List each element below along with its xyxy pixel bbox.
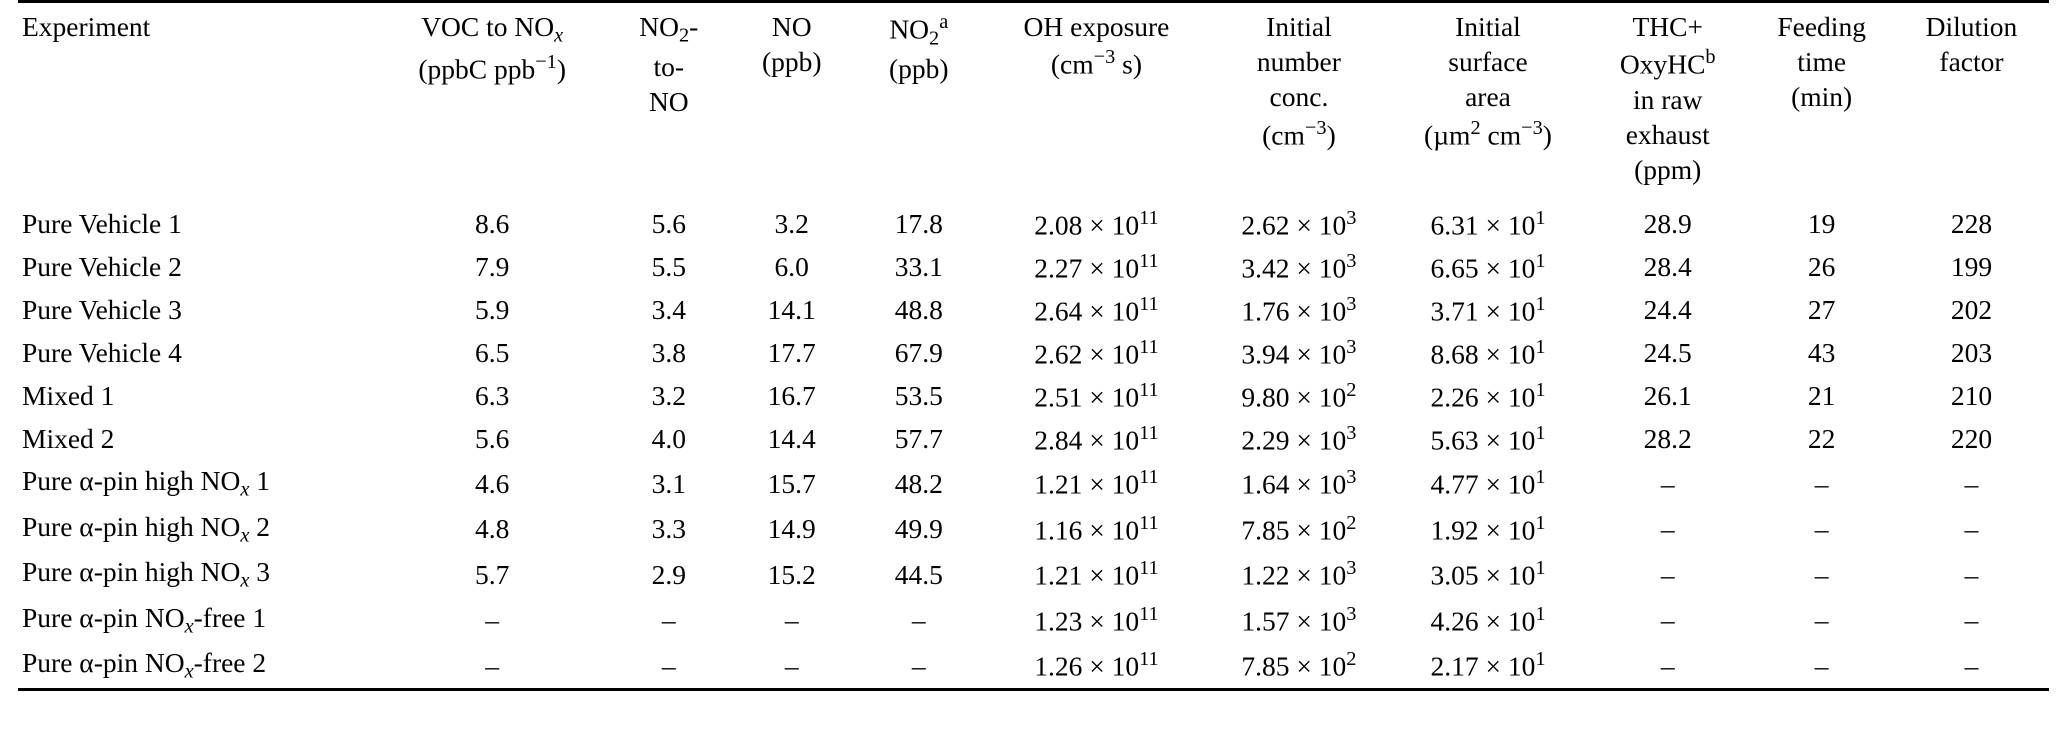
table-header	[18, 2, 2049, 192]
header-superscript: −3	[1304, 116, 1327, 139]
header-line	[617, 9, 721, 49]
cell-no: 14.9	[767, 513, 816, 545]
cell-no2-to-no: 5.6	[651, 207, 686, 239]
cell-experiment: Pure Vehicle 2	[22, 250, 182, 282]
cell-oh-exposure	[985, 288, 1208, 331]
cell-dilution-factor: 202	[1950, 294, 1993, 326]
header-line: number	[1256, 46, 1341, 78]
cell-voc-to-nox: 5.7	[474, 558, 510, 590]
cell-feeding-time: 27	[1807, 294, 1836, 326]
cell-no: 16.7	[767, 380, 816, 412]
cell-experiment: Pure Vehicle 1	[22, 207, 182, 239]
value-mantissa: 4.77 × 10	[1430, 469, 1536, 501]
cell-dilution-factor: 199	[1950, 250, 1993, 282]
cell-initial-number-conc	[1208, 506, 1390, 552]
cell-voc-to-nox: 5.6	[474, 423, 510, 455]
value-exponent: 11	[1139, 511, 1159, 534]
value-mantissa: 6.31 × 10	[1430, 209, 1536, 241]
cell-thc-oxyhc: –	[1660, 467, 1675, 499]
cell-initial-surface-area	[1390, 245, 1586, 288]
column-header-feeding-time	[1749, 2, 1894, 192]
cell-oh-exposure	[985, 643, 1208, 690]
cell-feeding-time: –	[1814, 513, 1829, 545]
value-exponent: 3	[1346, 557, 1357, 580]
cell-dilution-factor: –	[1964, 467, 1979, 499]
header-line	[1400, 115, 1576, 153]
value-exponent: 2	[1346, 511, 1357, 534]
cell-initial-surface-area	[1390, 597, 1586, 643]
header-line: NO	[771, 11, 812, 42]
value-exponent: 11	[1139, 292, 1159, 315]
cell-no2-to-no: –	[661, 604, 676, 636]
cell-no: 15.2	[767, 558, 816, 590]
header-line: OH exposure	[1023, 11, 1170, 42]
value-mantissa: 2.84 × 10	[1034, 424, 1140, 456]
header-line: factor	[1939, 46, 2004, 78]
cell-voc-to-nox: 7.9	[474, 250, 510, 282]
header-line: exhaust	[1625, 119, 1710, 151]
cell-initial-number-conc	[1208, 461, 1390, 507]
header-line: (min)	[1791, 81, 1853, 113]
cell-oh-exposure	[985, 192, 1208, 246]
cell-oh-exposure	[985, 245, 1208, 288]
cell-experiment	[18, 461, 378, 507]
header-line: Dilution	[1925, 11, 2018, 42]
cell-initial-number-conc	[1208, 375, 1390, 418]
header-text: (cm	[1050, 48, 1094, 80]
column-header-no2	[853, 2, 985, 192]
table-row	[18, 643, 2049, 690]
cell-feeding-time: 22	[1807, 423, 1836, 455]
value-exponent: 3	[1346, 292, 1357, 315]
column-header-experiment	[18, 2, 378, 192]
cell-oh-exposure	[985, 418, 1208, 461]
cell-experiment	[18, 643, 378, 690]
value-exponent: 1	[1535, 379, 1546, 402]
header-line: surface	[1448, 46, 1528, 78]
cell-no2: 53.5	[894, 380, 943, 412]
cell-initial-surface-area	[1390, 288, 1586, 331]
cell-initial-surface-area	[1390, 331, 1586, 374]
value-mantissa: 1.26 × 10	[1034, 651, 1140, 683]
cell-voc-to-nox: 8.6	[474, 207, 510, 239]
cell-feeding-time: 21	[1807, 380, 1836, 412]
value-exponent: 11	[1139, 206, 1159, 229]
cell-initial-number-conc	[1208, 245, 1390, 288]
value-exponent: 2	[1346, 379, 1357, 402]
value-mantissa: 2.62 × 10	[1241, 209, 1347, 241]
header-subscript: x	[554, 24, 564, 47]
column-header-dilution-factor	[1894, 2, 2049, 192]
value-mantissa: 9.80 × 10	[1241, 381, 1347, 413]
experiment-label-text: Pure α-pin NO	[22, 647, 185, 679]
header-text: NO	[639, 11, 679, 42]
value-exponent: 11	[1139, 249, 1159, 272]
header-text: VOC to NO	[421, 11, 555, 42]
header-text: -	[689, 11, 699, 42]
value-exponent: 11	[1139, 335, 1159, 358]
value-exponent: 3	[1346, 422, 1357, 445]
experiment-label-subscript: x	[184, 615, 194, 638]
value-mantissa: 3.94 × 10	[1241, 338, 1347, 370]
table-row	[18, 375, 2049, 418]
cell-experiment: Mixed 2	[22, 423, 115, 455]
column-header-no	[731, 2, 853, 192]
cell-initial-number-conc	[1208, 643, 1390, 690]
column-header-oh-exposure	[985, 2, 1208, 192]
header-superscript: −3	[1521, 116, 1543, 139]
cell-no2: 57.7	[894, 423, 943, 455]
header-line	[388, 9, 597, 49]
cell-dilution-factor: 210	[1950, 380, 1993, 412]
cell-oh-exposure	[985, 461, 1208, 507]
cell-no2-to-no: 3.4	[651, 294, 686, 326]
header-footnote-marker: b	[1705, 46, 1716, 69]
value-mantissa: 1.57 × 10	[1241, 605, 1347, 637]
cell-oh-exposure	[985, 375, 1208, 418]
header-superscript: −1	[535, 50, 557, 73]
header-line: in raw	[1632, 83, 1703, 115]
cell-experiment: Mixed 1	[22, 380, 115, 412]
value-exponent: 3	[1346, 466, 1357, 489]
header-text: (µm	[1424, 119, 1471, 151]
header-line: Initial	[1455, 11, 1521, 42]
cell-dilution-factor: –	[1894, 643, 2049, 690]
header-line: (ppm)	[1634, 154, 1702, 186]
cell-thc-oxyhc: 28.9	[1643, 207, 1692, 239]
table-header-row	[18, 2, 2049, 192]
value-exponent: 2	[1346, 648, 1357, 671]
cell-no2: –	[853, 643, 985, 690]
cell-feeding-time: –	[1749, 643, 1894, 690]
cell-no2-to-no: 5.5	[651, 250, 686, 282]
header-line: (ppb)	[888, 53, 949, 85]
cell-initial-number-conc	[1208, 418, 1390, 461]
column-header-no2-to-no	[607, 2, 731, 192]
value-exponent: 1	[1535, 292, 1546, 315]
cell-thc-oxyhc: –	[1660, 558, 1675, 590]
column-header-initial-surface-area	[1390, 2, 1586, 192]
cell-thc-oxyhc: 24.5	[1643, 337, 1692, 369]
experiment-label-suffix: 2	[249, 510, 271, 542]
column-header-voc-to-nox	[378, 2, 607, 192]
value-exponent: 1	[1535, 422, 1546, 445]
column-header-initial-number-conc	[1208, 2, 1390, 192]
cell-no2-to-no: 3.2	[651, 380, 686, 412]
table-row	[18, 245, 2049, 288]
cell-no: 6.0	[774, 250, 809, 282]
cell-thc-oxyhc: 26.1	[1643, 380, 1692, 412]
cell-dilution-factor: 228	[1950, 207, 1993, 239]
cell-thc-oxyhc: –	[1660, 513, 1675, 545]
cell-initial-number-conc	[1208, 192, 1390, 246]
cell-initial-number-conc	[1208, 288, 1390, 331]
cell-no2: 67.9	[894, 337, 943, 369]
experiment-label-subscript: x	[240, 478, 250, 501]
value-mantissa: 3.05 × 10	[1430, 560, 1536, 592]
value-mantissa: 1.22 × 10	[1241, 560, 1347, 592]
table-row	[18, 331, 2049, 374]
cell-dilution-factor: 220	[1950, 423, 1993, 455]
cell-thc-oxyhc: 28.2	[1643, 423, 1692, 455]
experiment-label-suffix: 1	[249, 465, 271, 497]
cell-initial-number-conc	[1208, 552, 1390, 598]
experiment-label-text: Pure α-pin high NO	[22, 556, 241, 588]
value-exponent: 11	[1139, 379, 1159, 402]
value-exponent: 3	[1346, 249, 1357, 272]
header-subscript: 2	[929, 27, 940, 50]
cell-initial-number-conc	[1208, 597, 1390, 643]
cell-experiment	[18, 597, 378, 643]
header-text: )	[1326, 119, 1336, 151]
value-mantissa: 1.76 × 10	[1241, 295, 1347, 327]
value-mantissa: 4.26 × 10	[1430, 605, 1536, 637]
header-line: Feeding	[1777, 11, 1866, 42]
header-line	[1596, 44, 1739, 82]
table-row	[18, 506, 2049, 552]
header-text: )	[1542, 119, 1552, 151]
cell-initial-surface-area	[1390, 552, 1586, 598]
cell-no: 14.1	[767, 294, 816, 326]
cell-no2: 48.8	[894, 294, 943, 326]
experiment-label-suffix: 3	[249, 556, 271, 588]
value-mantissa: 2.27 × 10	[1034, 252, 1140, 284]
header-line: to-	[653, 50, 685, 82]
cell-initial-surface-area	[1390, 192, 1586, 246]
value-mantissa: 8.68 × 10	[1430, 338, 1536, 370]
experiment-label-suffix: -free 2	[193, 647, 267, 679]
experiment-label-subscript: x	[184, 660, 194, 683]
header-line: area	[1465, 81, 1511, 113]
header-superscript: 2	[1470, 116, 1481, 139]
value-exponent: 1	[1535, 466, 1546, 489]
cell-no: –	[784, 604, 799, 636]
value-mantissa: 3.71 × 10	[1430, 295, 1536, 327]
cell-thc-oxyhc: 28.4	[1643, 250, 1692, 282]
cell-no2-to-no: 3.8	[651, 337, 686, 369]
value-mantissa: 7.85 × 10	[1241, 514, 1347, 546]
cell-no2: 44.5	[894, 558, 943, 590]
cell-thc-oxyhc: 24.4	[1643, 294, 1692, 326]
value-mantissa: 3.42 × 10	[1241, 252, 1347, 284]
cell-no2: –	[911, 604, 926, 636]
header-line: (ppb)	[761, 46, 822, 78]
cell-voc-to-nox: 6.5	[474, 337, 510, 369]
header-superscript: −3	[1093, 46, 1116, 69]
experiment-label-text: Pure α-pin NO	[22, 601, 185, 633]
value-mantissa: 2.29 × 10	[1241, 424, 1347, 456]
cell-initial-number-conc	[1208, 331, 1390, 374]
cell-oh-exposure	[985, 331, 1208, 374]
value-mantissa: 2.62 × 10	[1034, 338, 1140, 370]
cell-voc-to-nox: –	[485, 604, 500, 636]
cell-no2: 17.8	[894, 207, 943, 239]
value-mantissa: 6.65 × 10	[1430, 252, 1536, 284]
cell-voc-to-nox: 6.3	[474, 380, 510, 412]
value-exponent: 11	[1139, 557, 1159, 580]
table-body	[18, 192, 2049, 690]
cell-no: –	[731, 643, 853, 690]
header-text: (ppbC ppb	[418, 53, 536, 85]
cell-feeding-time: 43	[1807, 337, 1836, 369]
cell-voc-to-nox: –	[378, 643, 607, 690]
cell-oh-exposure	[985, 506, 1208, 552]
header-line: Initial	[1266, 11, 1332, 42]
cell-no2-to-no: 2.9	[651, 558, 686, 590]
cell-initial-surface-area	[1390, 418, 1586, 461]
value-mantissa: 1.92 × 10	[1430, 514, 1536, 546]
cell-voc-to-nox: 4.6	[474, 467, 510, 499]
cell-experiment	[18, 506, 378, 552]
header-text: )	[556, 53, 567, 85]
header-text: s)	[1115, 48, 1143, 80]
value-mantissa: 1.21 × 10	[1034, 469, 1140, 501]
value-exponent: 1	[1535, 249, 1546, 272]
experiment-label-suffix: -free 1	[193, 601, 267, 633]
header-footnote-marker: a	[939, 11, 949, 33]
cell-no2-to-no: 3.1	[651, 467, 686, 499]
cell-initial-surface-area	[1390, 506, 1586, 552]
value-mantissa: 2.51 × 10	[1034, 381, 1140, 413]
cell-initial-surface-area	[1390, 375, 1586, 418]
cell-thc-oxyhc: –	[1586, 643, 1749, 690]
value-exponent: 3	[1346, 335, 1357, 358]
cell-no2: 49.9	[894, 513, 943, 545]
cell-initial-surface-area	[1390, 643, 1586, 690]
cell-feeding-time: –	[1814, 558, 1829, 590]
cell-dilution-factor: –	[1964, 604, 1979, 636]
header-line	[863, 9, 975, 51]
experiment-label-text: Pure α-pin high NO	[22, 510, 241, 542]
value-mantissa: 7.85 × 10	[1241, 651, 1347, 683]
header-line: time	[1797, 46, 1847, 78]
header-text: NO	[889, 13, 930, 45]
value-mantissa: 1.23 × 10	[1034, 605, 1140, 637]
value-exponent: 1	[1535, 648, 1546, 671]
cell-oh-exposure	[985, 552, 1208, 598]
table-row	[18, 597, 2049, 643]
table-row	[18, 288, 2049, 331]
header-line: Experiment	[22, 11, 151, 42]
cell-no2-to-no: 3.3	[651, 513, 686, 545]
value-mantissa: 2.64 × 10	[1034, 295, 1140, 327]
cell-feeding-time: 19	[1807, 207, 1836, 239]
cell-feeding-time: –	[1814, 604, 1829, 636]
header-line: NO	[648, 85, 689, 117]
table-row	[18, 418, 2049, 461]
table-row	[18, 192, 2049, 246]
value-mantissa: 2.26 × 10	[1430, 381, 1536, 413]
value-exponent: 1	[1535, 602, 1546, 625]
cell-experiment: Pure Vehicle 4	[22, 337, 182, 369]
value-exponent: 3	[1346, 602, 1357, 625]
value-exponent: 11	[1139, 422, 1159, 445]
header-text: (cm	[1262, 119, 1305, 151]
value-exponent: 11	[1139, 648, 1159, 671]
cell-no2-to-no: 4.0	[651, 423, 686, 455]
cell-voc-to-nox: 4.8	[474, 513, 510, 545]
header-line	[388, 49, 597, 87]
header-line	[1218, 115, 1380, 153]
table-row	[18, 461, 2049, 507]
cell-no: 14.4	[767, 423, 816, 455]
value-mantissa: 5.63 × 10	[1430, 424, 1536, 456]
experiment-label-subscript: x	[240, 569, 250, 592]
header-subscript: 2	[679, 24, 690, 47]
cell-voc-to-nox: 5.9	[474, 294, 510, 326]
value-exponent: 1	[1535, 557, 1546, 580]
cell-no2: 48.2	[894, 467, 943, 499]
cell-feeding-time: 26	[1807, 250, 1836, 282]
table-row	[18, 552, 2049, 598]
value-exponent: 1	[1535, 335, 1546, 358]
cell-no: 15.7	[767, 467, 816, 499]
cell-feeding-time: –	[1814, 467, 1829, 499]
value-exponent: 11	[1139, 602, 1159, 625]
value-mantissa: 1.16 × 10	[1034, 514, 1140, 546]
value-mantissa: 2.17 × 10	[1430, 651, 1536, 683]
cell-initial-surface-area	[1390, 461, 1586, 507]
header-text: cm	[1480, 119, 1522, 151]
value-exponent: 1	[1535, 206, 1546, 229]
experiment-data-table	[18, 0, 2049, 691]
cell-no: 17.7	[767, 337, 816, 369]
header-text: OxyHC	[1619, 48, 1706, 80]
experiment-label-text: Pure α-pin high NO	[22, 465, 241, 497]
cell-experiment: Pure Vehicle 3	[22, 294, 182, 326]
cell-dilution-factor: –	[1964, 558, 1979, 590]
value-exponent: 11	[1139, 466, 1159, 489]
cell-thc-oxyhc: –	[1660, 604, 1675, 636]
value-exponent: 1	[1535, 511, 1546, 534]
header-line: conc.	[1269, 81, 1329, 113]
header-line: THC+	[1632, 11, 1703, 42]
cell-no2-to-no: –	[607, 643, 731, 690]
cell-dilution-factor: –	[1964, 513, 1979, 545]
value-mantissa: 1.21 × 10	[1034, 560, 1140, 592]
cell-no: 3.2	[774, 207, 809, 239]
column-header-thc-oxyhc	[1586, 2, 1749, 192]
value-exponent: 3	[1346, 206, 1357, 229]
value-mantissa: 1.64 × 10	[1241, 469, 1347, 501]
cell-oh-exposure	[985, 597, 1208, 643]
cell-no2: 33.1	[894, 250, 943, 282]
cell-experiment	[18, 552, 378, 598]
cell-dilution-factor: 203	[1950, 337, 1993, 369]
header-line	[995, 44, 1198, 82]
value-mantissa: 2.08 × 10	[1034, 209, 1140, 241]
experiment-label-subscript: x	[240, 524, 250, 547]
